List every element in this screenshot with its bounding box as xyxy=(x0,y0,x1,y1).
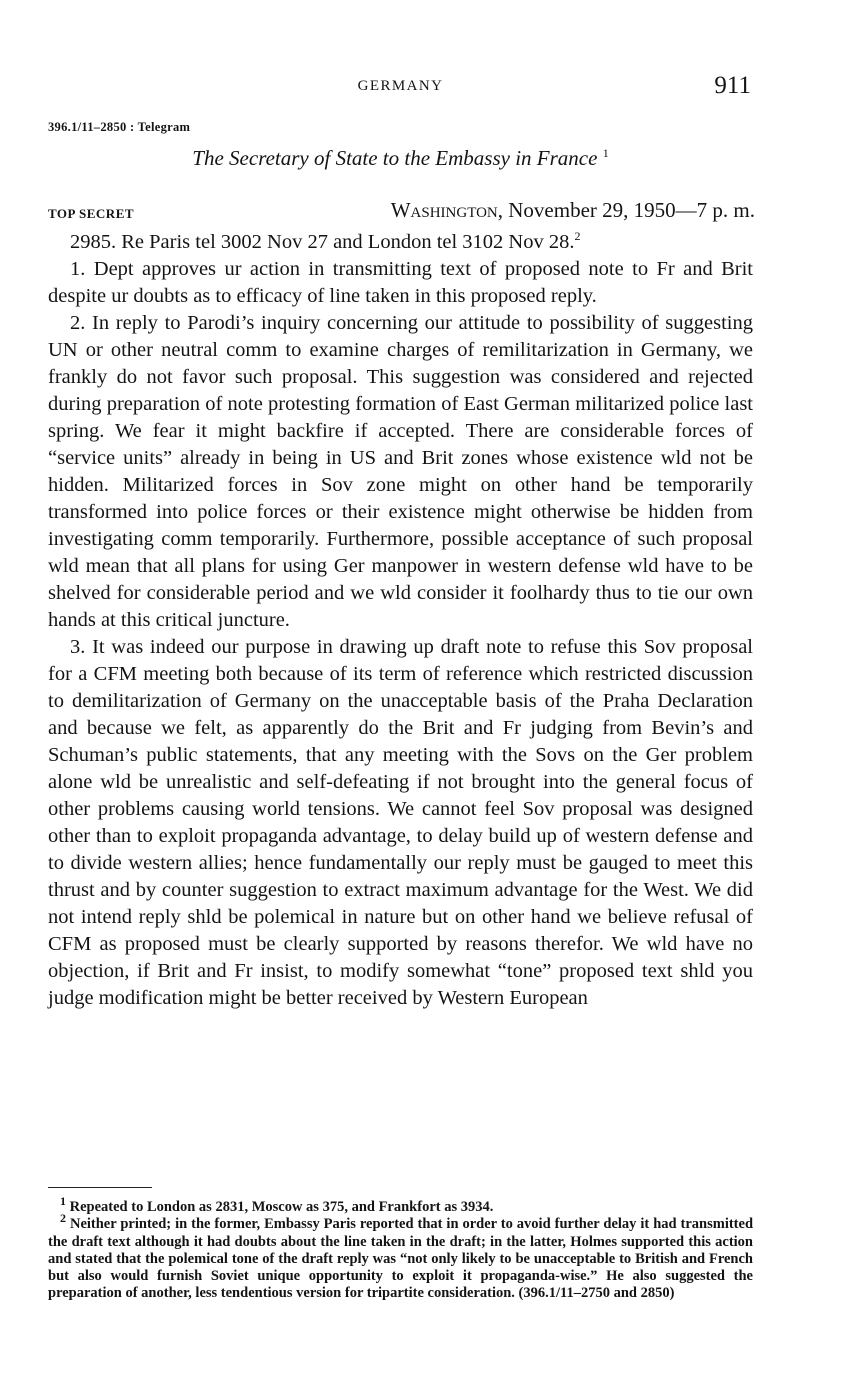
footnote-2-mark: 2 xyxy=(60,1211,66,1226)
heading-text: The Secretary of State to the Embassy in France xyxy=(192,146,598,170)
footnote-1 xyxy=(48,1194,753,1216)
opening-line xyxy=(48,229,753,256)
footnote-2-text: Neither printed; in the former, Embassy Paris reported that in order to avoid further delay it had transmitted the draft text although it had doubts about the line taken in the draft; in the latter, Holmes supported this action and stated that the polemical tone of the draft reply was “not only likely to be unacceptable to British and French but also would furnish Soviet unique opportunity to exploit it propaganda-wise.” He also suggested the preparation of another, less tendentious version for tripartite consideration. (396.1/11–2750 and 2850) xyxy=(48,1216,754,1302)
dateline-place: Washington, xyxy=(390,198,504,222)
paragraph-2: 2. In reply to Parodi’s inquiry concerning our attitude to possibility of suggesting UN or other neutral comm to examine charges of remilitarization in Germany, we frankly do not favor such proposal. This suggestion was considered and rejected during preparation of note protesting formation of East German militarized police last spring. We fear it might backfire if accepted. There are considerable forces of “service units” already in being in US and Brit zones whose existence wld not be hidden. Militarized forces in Sov zone might on other hand be temporarily transformed into police forces or their existence might otherwise be hidden from investigating comm temporarily. Furthermore, possible acceptance of such proposal wld mean that all plans for using Ger manpower in western defense wld have to be shelved for considerable period and we wld consider it foolhardy thus to tie our own hands at this critical juncture. xyxy=(48,312,753,631)
opening-text: 2985. Re Paris tel 3002 Nov 27 and London tel 3102 Nov 28. xyxy=(70,231,575,253)
running-title: GERMANY xyxy=(357,78,444,94)
footnote-1-text: Repeated to London as 2831, Moscow as 375, and Frankfort as 3934. xyxy=(69,1199,494,1215)
heading-footnote-mark: 1 xyxy=(602,146,609,160)
running-head xyxy=(48,74,753,104)
paragraph-3: 3. It was indeed our purpose in drawing up draft note to refuse this Sov proposal for a CFM meeting both because of its term of reference which restricted discussion to demilitarization of Germany on the unacceptable basis of the Praha Declaration and because we felt, as apparently do the Brit and Fr judging from Bevin’s and Schuman’s public statements, that any meeting with the Sovs on the Ger problem alone wld be unrealistic and self-defeating if not brought into the general focus of other problems causing world tensions. We cannot feel Sov proposal was designed other than to exploit propaganda advantage, to delay build up of western defense and to divide western allies; hence fundamentally our reply must be gauged to meet this thrust and by counter suggestion to extract maximum advantage for the West. We did not intend reply shld be polemical in nature but on other hand we believe refusal of CFM as proposed must be clearly supported by reasons therefor. We wld have no objection, if Brit and Fr insist, to modify somewhat “tone” proposed text shld you judge modification might be better received by Western European xyxy=(48,636,753,1009)
dateline xyxy=(391,198,755,223)
paragraph-1: 1. Dept approves ur action in transmitting text of proposed note to Fr and Brit despite ur doubts as to efficacy of line taken in this proposed reply. xyxy=(48,258,753,307)
dateline-date: November 29, 1950—7 p. m. xyxy=(508,198,755,222)
classification: TOP SECRET xyxy=(48,206,135,221)
telegram-body xyxy=(48,229,753,1012)
footnote-2 xyxy=(48,1211,754,1302)
footnote-1-mark: 1 xyxy=(60,1194,66,1209)
opening-footnote-mark: 2 xyxy=(574,229,581,244)
footnotes xyxy=(48,1194,754,1303)
document-reference: 396.1/11–2850 : Telegram xyxy=(48,120,191,134)
footnote-divider xyxy=(48,1187,152,1188)
document-heading xyxy=(48,146,753,171)
page-number: 911 xyxy=(714,72,751,99)
